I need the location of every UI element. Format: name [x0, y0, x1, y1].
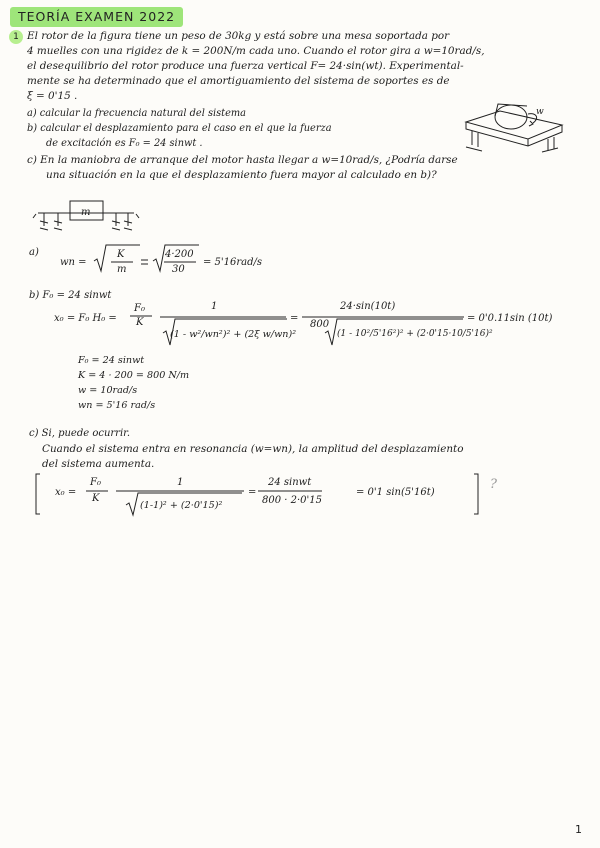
- part-b-data-w: w = 10rad/s: [78, 385, 138, 396]
- part-a-m: m: [117, 264, 127, 275]
- page-number: 1: [575, 823, 582, 836]
- question-b-line-2: de excitación es F₀ = 24 sinwt .: [46, 138, 203, 149]
- part-b-denominator-2: (1 - 10²/5'16²)² + (2·0'15·10/5'16)²: [337, 329, 493, 339]
- part-b-f0: F₀: [134, 303, 145, 314]
- part-c-one: 1: [177, 477, 184, 488]
- part-b-lhs: x₀ = F₀ H₀ =: [54, 313, 117, 324]
- part-c-question-mark: ?: [490, 477, 497, 492]
- part-b-equals: =: [290, 313, 299, 324]
- part-a-wn: wn =: [60, 257, 87, 268]
- part-b-heading: b) F₀ = 24 sinwt: [29, 290, 112, 301]
- part-b-one: 1: [211, 301, 218, 312]
- part-c-equals: =: [248, 487, 257, 498]
- statement-line-3: el desequilibrio del rotor produce una fuerza vertical F= 24·sin(wt). Experimental-: [27, 60, 464, 72]
- part-c-lhs: x₀ =: [55, 487, 77, 498]
- statement-line-4: mente se ha determinado que el amortiguamiento del sistema de soportes es de: [27, 75, 450, 87]
- part-b-800: 800: [310, 319, 330, 330]
- part-a-result: = 5'16rad/s: [203, 257, 263, 268]
- part-c-denominator: (1-1)² + (2·0'15)²: [140, 500, 223, 511]
- part-b-result: = 0'0.11sin (10t): [467, 313, 553, 324]
- part-a-rad-top: 4·200: [165, 249, 194, 260]
- part-b-denominator: (1 - w²/wn²)² + (2ξ w/wn)²: [170, 329, 297, 340]
- part-b-k: K: [136, 317, 144, 328]
- part-b-data-k: K = 4 · 200 = 800 N/m: [78, 370, 190, 381]
- statement-line-5: ξ = 0'15 .: [27, 90, 78, 102]
- question-c-line-2: una situación en la que el desplazamiento fuera mayor al calculado en b)?: [46, 169, 437, 181]
- part-c-numerator: 24 sinwt: [268, 477, 312, 488]
- question-a: a) calcular la frecuencia natural del sistema: [27, 108, 247, 119]
- part-c-f0: F₀: [90, 477, 101, 488]
- part-a-rad-bot: 30: [172, 264, 185, 275]
- part-c-text-line-2: del sistema aumenta.: [42, 458, 155, 470]
- part-c-result: = 0'1 sin(5'16t): [356, 487, 435, 498]
- part-b-data-wn: wn = 5'16 rad/s: [78, 400, 156, 411]
- part-b-numerator: 24·sin(10t): [340, 301, 396, 312]
- mass-label: m: [81, 207, 91, 218]
- rotor-omega-label: w: [536, 107, 544, 117]
- part-c-denominator-2: 800 · 2·0'15: [262, 495, 322, 506]
- problem-number-badge: 1: [9, 30, 23, 44]
- part-b-data-f0: F₀ = 24 sinwt: [78, 355, 145, 366]
- question-b-line-1: b) calcular el desplazamiento para el caso en el que la fuerza: [27, 123, 332, 134]
- part-c-k: K: [92, 493, 100, 504]
- statement-line-2: 4 muelles con una rigidez de k = 200N/m cada uno. Cuando el rotor gira a w=10rad/s,: [27, 45, 485, 57]
- page-title: TEORÍA EXAMEN 2022: [10, 7, 183, 27]
- question-c-line-1: c) En la maniobra de arranque del motor hasta llegar a w=10rad/s, ¿Podría darse: [27, 154, 458, 166]
- part-c-heading: c) Si, puede ocurrir.: [29, 428, 131, 439]
- part-a-label: a): [29, 247, 39, 258]
- statement-line-1: El rotor de la figura tiene un peso de 30kg y está sobre una mesa soportada por: [27, 30, 450, 42]
- part-a-k: K: [117, 249, 125, 260]
- part-c-text-line-1: Cuando el sistema entra en resonancia (w=wn), la amplitud del desplazamiento: [42, 443, 464, 455]
